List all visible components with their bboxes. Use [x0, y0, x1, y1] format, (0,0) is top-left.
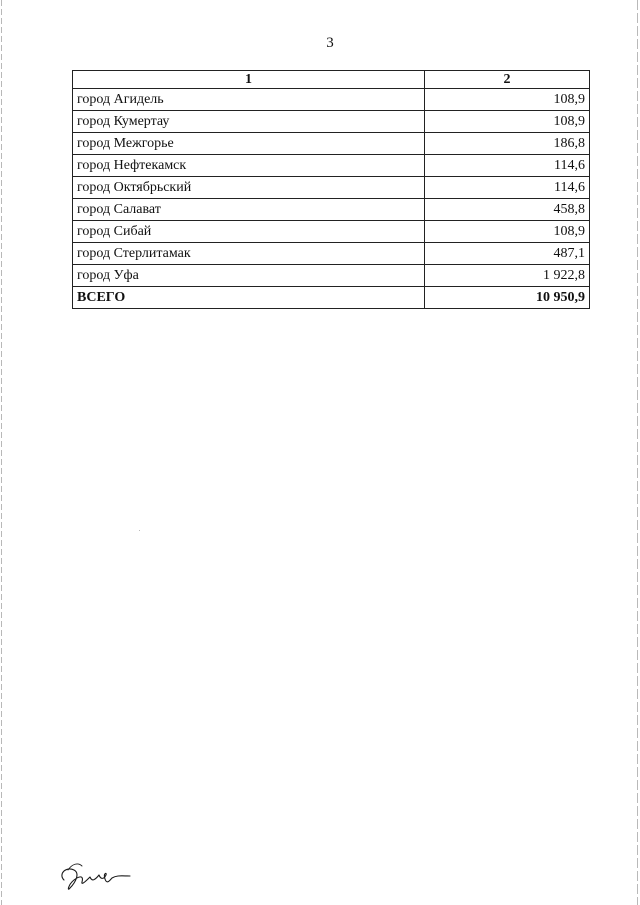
- table-row: [73, 177, 590, 199]
- scan-edge-right: [637, 0, 638, 905]
- handwritten-signature-icon: [54, 858, 134, 898]
- amount-cell: 108,9: [425, 111, 590, 133]
- total-label-cell: ВСЕГО: [73, 287, 425, 309]
- table-row: [73, 199, 590, 221]
- column-header-1: 1: [73, 71, 425, 89]
- table-row: [73, 133, 590, 155]
- amount-cell: 108,9: [425, 89, 590, 111]
- city-name-cell: город Межгорье: [73, 133, 425, 155]
- city-name-cell: город Уфа: [73, 265, 425, 287]
- table-row: [73, 221, 590, 243]
- city-name-cell: город Октябрьский: [73, 177, 425, 199]
- amount-cell: 487,1: [425, 243, 590, 265]
- amount-cell: 1 922,8: [425, 265, 590, 287]
- table-row: [73, 111, 590, 133]
- city-name-cell: город Агидель: [73, 89, 425, 111]
- amount-cell: 186,8: [425, 133, 590, 155]
- scan-edge-left: [1, 0, 2, 905]
- city-name-cell: город Салават: [73, 199, 425, 221]
- amount-cell: 458,8: [425, 199, 590, 221]
- table-row: [73, 265, 590, 287]
- table-row: [73, 89, 590, 111]
- amount-cell: 114,6: [425, 155, 590, 177]
- table-total-row: [73, 287, 590, 309]
- table-row: [73, 155, 590, 177]
- city-name-cell: город Кумертау: [73, 111, 425, 133]
- amount-cell: 114,6: [425, 177, 590, 199]
- scan-speck: [139, 530, 140, 531]
- table-header-row: [73, 71, 590, 89]
- city-name-cell: город Сибай: [73, 221, 425, 243]
- column-header-2: 2: [425, 71, 590, 89]
- table-row: [73, 243, 590, 265]
- page-number: 3: [326, 35, 334, 51]
- city-name-cell: город Стерлитамак: [73, 243, 425, 265]
- data-table: [72, 70, 590, 309]
- total-amount-cell: 10 950,9: [425, 287, 590, 309]
- amount-cell: 108,9: [425, 221, 590, 243]
- city-name-cell: город Нефтекамск: [73, 155, 425, 177]
